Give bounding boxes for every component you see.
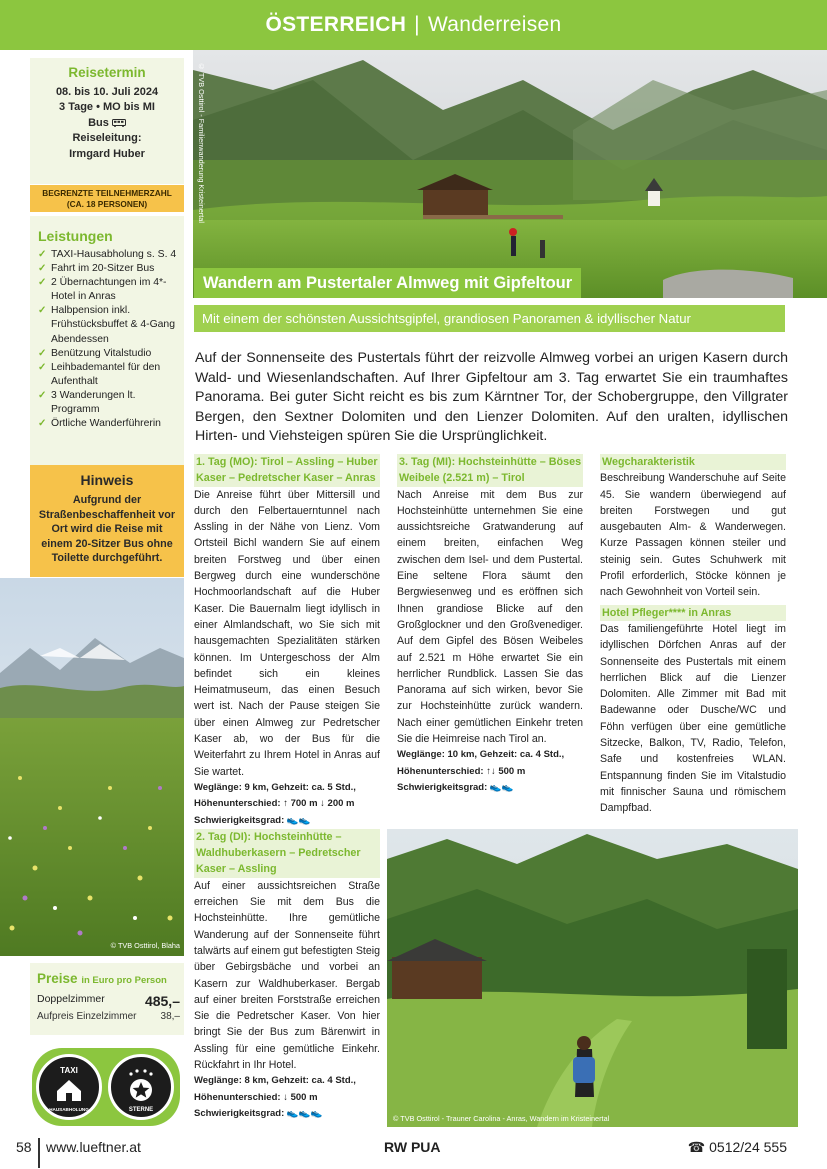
day3-stat: Weglänge: 10 km, Gehzeit: ca. 4 Std.,	[397, 749, 565, 761]
guide-label: Reiseleitung:	[72, 132, 142, 144]
hero-photo-credit: © TVB Osttirol - Familienwanderung Kristeinertal	[197, 62, 206, 223]
day1-heading: 1. Tag (MO): Tirol – Assling – Huber Kaser – Pedretscher Kaser – Anras	[194, 454, 380, 487]
price-label: Doppelzimmer	[37, 993, 105, 1005]
page-subtitle: Mit einem der schönsten Aussichtsgipfel, grandiosen Panoramen & idyllischer Natur	[194, 305, 785, 332]
transport-label: Bus	[88, 116, 109, 129]
leistungen-heading: Leistungen	[38, 228, 113, 244]
wegcharakteristik-heading: Wegcharakteristik	[600, 454, 786, 470]
leistungen-box	[30, 216, 184, 466]
reisetermin-box	[30, 58, 184, 184]
limit-line-1: BEGRENZTE TEILNEHMERZAHL	[42, 188, 172, 198]
phone-number	[688, 1139, 787, 1156]
star-icon	[111, 1057, 171, 1117]
hiking-photo-credit: © TVB Osttirol - Trauner Carolina - Anras, Wandern im Kristeinertal	[393, 1114, 610, 1123]
guide-name: Irmgard Huber	[69, 147, 145, 160]
reisetermin-heading: Reisetermin	[68, 65, 146, 80]
leistungen-list	[38, 248, 184, 431]
trip-code: RW PUA	[384, 1139, 441, 1155]
travel-duration: 3 Tage • MO bis MI	[59, 101, 155, 113]
day1-text: Die Anreise führt über Mittersill und durch den Felbertauerntunnel nach Assling in der Nähe von Lienz. Vom Ortsteil Bichl wandern Sie auf einem breiten Forstweg und über einen Bergweg durch eine wunderschöne Hochmoorlandschaft auf die Huber Kaser. Die Bauernalm liegt idyllisch in einer Almlandschaft, wo Sie sich mit hausgemachten Spezialitäten stärken können. Im Untergeschoss der Alm befindet sich ein kleines Heimatmuseum, das einen Besuch wert ist. Nach der Pause steigen Sie über einen Almweg zur Pedretscher Kaser ab, wo der Bus für die Weiterfahrt zu Ihrem Hotel in Anras auf Sie wartet.	[194, 488, 380, 778]
taxi-hausabholung-badge	[36, 1054, 102, 1120]
sterne-label: STERNE	[128, 1107, 154, 1113]
header-bar	[0, 0, 827, 50]
preise-box	[30, 963, 184, 1035]
leistung-item: ✓ TAXI-Hausabholung s. S. 4	[38, 248, 184, 262]
hinweis-heading: Hinweis	[80, 472, 134, 488]
day3-heading: 3. Tag (MI): Hochsteinhütte – Böses Weibele (2.521 m) – Tirol	[397, 454, 583, 487]
hotel-text: Das familiengeführte Hotel liegt im idyllischen Dörfchen Anras auf der Sonnenseite des Pustertals mit einem herrlichen Blick auf die Lienzer Dolomiten. Alle Zimmer mit Bad mit Badewanne oder Dusche/WC und Föhn verfügen über eine gemütliche Sitzecke, Balkon, TV, Radio, Telefon, Safe und kostenfreies WLAN. Entspannung finden Sie im Vitalstudio mit finnischer Sauna und römischem Dampfbad.	[600, 622, 786, 815]
hotel-heading: Hotel Pfleger**** in Anras	[600, 605, 786, 621]
sterne-badge	[108, 1054, 174, 1120]
badge-strip	[32, 1048, 180, 1126]
day3-stat: Schwierigkeitsgrad: 👟👟	[397, 781, 514, 793]
day2-stat: Weglänge: 8 km, Gehzeit: ca. 4 Std.,	[194, 1075, 356, 1087]
preise-unit: in Euro pro Person	[81, 975, 167, 986]
leistung-item: ✓ Leihbademantel für den Aufenthalt	[38, 361, 184, 389]
leistung-item: ✓ 3 Wanderungen lt. Programm	[38, 389, 184, 417]
day1-stat: Weglänge: 9 km, Gehzeit: ca. 5 Std.,	[194, 781, 356, 793]
header-separator: |	[414, 13, 420, 36]
preise-heading	[37, 971, 180, 986]
hiking-photo	[387, 829, 798, 1127]
day1-stat: Höhenunterschied: ↑ 700 m ↓ 200 m	[194, 798, 355, 810]
preise-title: Preise	[37, 971, 78, 986]
price-row	[37, 1011, 180, 1022]
wegcharakteristik-text: Beschreibung Wanderschuhe auf Seite 45. Sie wandern überwiegend auf breiten Forstwegen und gut ausgebauten Alm- & Wanderwegen. Kurze Passagen können steiler und steinig sein. Gutes Schuhwerk mit Profil erforderlich, Stöcke können je nach Gewohnheit von Vorteil sein.	[600, 472, 786, 599]
page-title: Wandern am Pustertaler Almweg mit Gipfeltour	[194, 268, 581, 298]
price-value: 485,–	[144, 993, 180, 1009]
phone-value: 0512/24 555	[709, 1139, 787, 1155]
leistung-item: ✓ Örtliche Wanderführerin	[38, 417, 184, 431]
leistung-item: ✓ Benützung Vitalstudio	[38, 347, 184, 361]
day2-heading: 2. Tag (DI): Hochsteinhütte – Waldhuberkasern – Pedretscher Kaser – Assling	[194, 829, 380, 878]
limit-line-2: (CA. 18 PERSONEN)	[66, 198, 148, 209]
taxi-sub-label: HAUSABHOLUNG	[49, 1107, 89, 1112]
day3-stat: Höhenunterschied: ↑↓ 500 m	[397, 765, 526, 777]
leistung-item: ✓ Halbpension inkl. Frühstücksbuffet & 4-Gang Abendessen	[38, 304, 184, 346]
hinweis-text: Aufgrund der Straßenbeschaffenheit vor Ort wird die Reise mit einem 20-Sitzer Bus ohne Toilette durchgeführt.	[38, 494, 176, 564]
footer	[0, 1136, 827, 1169]
intro-paragraph: Auf der Sonnenseite des Pustertals führt der reizvolle Almweg vorbei an urigen Kasern durch Wald- und Wiesenlandschaften. Auf Ihrer Gipfeltour am 3. Tag erwartet Sie ein traumhaftes Panorama. Bei guter Sicht reicht es bis zum Kärntner Tor, der Schobergruppe, den Villgrater Bergen, den Sextner Dolomiten und den Lienzer Dolomiten. Auf den uralten, idyllischen Hirten- und Viehsteigen spüren Sie die Ursprünglichkeit.	[195, 350, 788, 444]
meadow-photo-credit: © TVB Osttirol, Blaha	[110, 941, 180, 950]
hero-photo	[193, 50, 827, 298]
day1-stat: Schwierigkeitsgrad: 👟👟	[194, 814, 311, 826]
house-icon	[39, 1057, 99, 1117]
day-column-1	[194, 454, 380, 1122]
bus-icon	[112, 119, 126, 127]
leistung-item: ✓ Fahrt im 20-Sitzer Bus	[38, 262, 184, 276]
page-number: 58	[16, 1139, 32, 1155]
footer-divider	[38, 1138, 40, 1168]
header-category: Wanderreisen	[427, 13, 562, 36]
price-value: 38,–	[160, 1011, 180, 1022]
day-column-2	[397, 454, 583, 796]
phone-icon: ☎	[687, 1139, 706, 1155]
day3-text: Nach Anreise mit dem Bus zur Hochsteinhütte unternehmen Sie eine aussichtsreiche Gratwanderung auf einem breiten, einfachen Weg zwischen dem Isel- und dem Pustertal. Eine seltene Flora säumt den Bergwiesenweg und es eröffnen sich Ihnen grandiose Blicke auf den Großglockner und den Großvenediger. Auf dem Gipfel des Bösen Weibeles auf 2.521 m Höhe erwartet Sie ein herrlicher Rundblick. Lassen Sie das Panorama auf sich wirken, bevor Sie zur Hochsteinhütte zurück wandern. Nach einer gemütlichen Einkehr treten Sie die Heimreise nach Tirol an.	[397, 488, 583, 746]
taxi-label: TAXI	[60, 1066, 78, 1075]
header-country: ÖSTERREICH	[265, 13, 407, 36]
day2-stat: Schwierigkeitsgrad: 👟👟👟	[194, 1107, 323, 1119]
website-link[interactable]: www.lueftner.at	[46, 1139, 141, 1155]
price-label: Aufpreis Einzelzimmer	[37, 1011, 137, 1022]
price-row	[37, 993, 180, 1009]
leistung-item: ✓ 2 Übernachtungen im 4*-Hotel in Anras	[38, 276, 184, 304]
meadow-photo	[0, 578, 184, 956]
hinweis-box	[30, 465, 184, 577]
day2-stat: Höhenunterschied: ↓ 500 m	[194, 1091, 318, 1103]
participant-limit-badge	[30, 185, 184, 212]
transport-line	[30, 116, 184, 132]
day2-text: Auf einer aussichtsreichen Straße erreichen Sie mit dem Bus die Hochsteinhütte. Ihre gemütliche Wanderung auf der Sonnenseite führt talwärts auf einem gut befestigten Steig über Gebirgsbäche und vorbei an Kasern zur Waldhuberkaser. Bergab auf einer breiten Forststraße erreichen Sie die Pedretscher Kaser. Von hier bringt Sie der Bus zum Bärenwirt in Assling für eine gemütliche Einkehr. Rückfahrt in Ihr Hotel.	[194, 879, 380, 1071]
travel-dates: 08. bis 10. Juli 2024	[55, 85, 159, 98]
info-column	[600, 454, 786, 817]
